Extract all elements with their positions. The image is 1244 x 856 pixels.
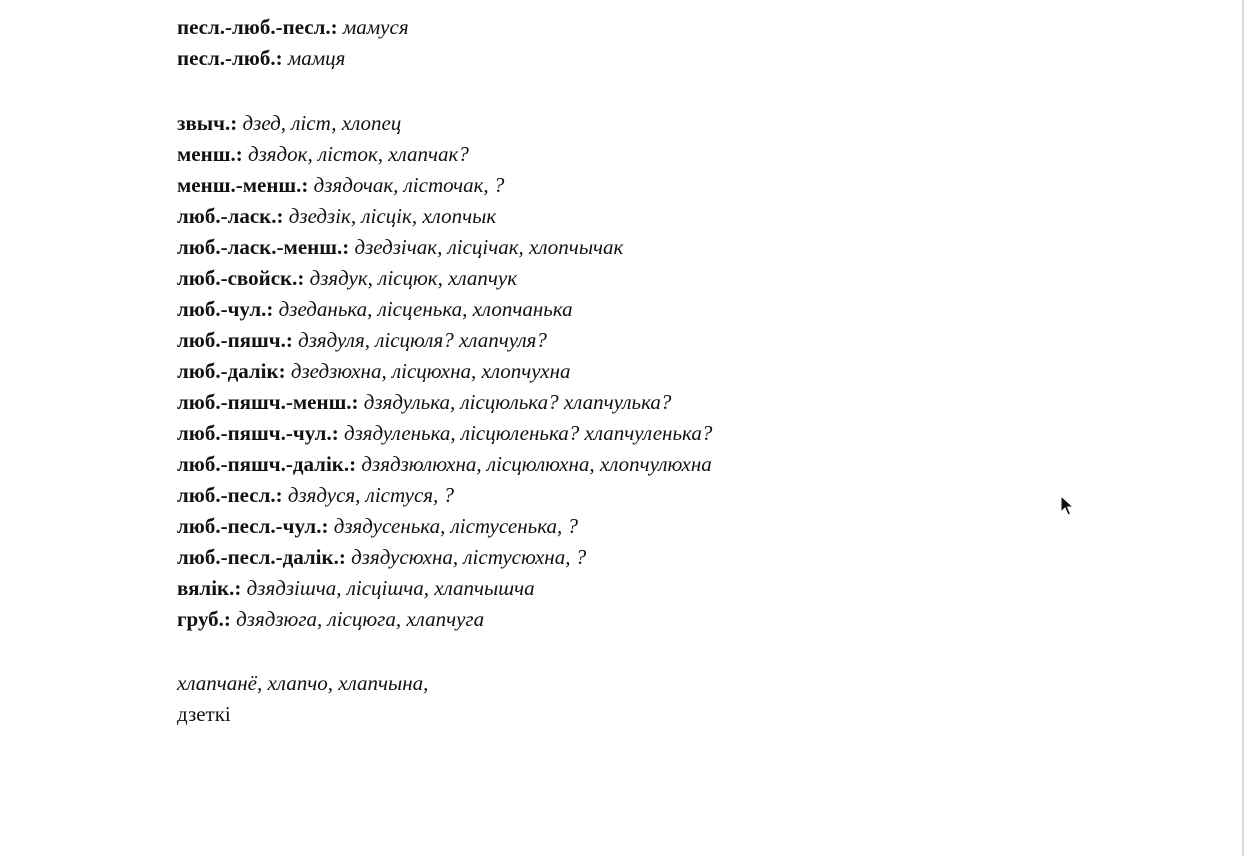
entry-term: люб.-свойск.: bbox=[177, 266, 305, 290]
entry-examples: дзедзічак, лісцічак, хлопчычак bbox=[354, 235, 624, 259]
entry-examples: дзядзюлюхна, лісцюлюхна, хлопчулюхна bbox=[361, 452, 712, 476]
entry-line bbox=[177, 139, 977, 170]
entry-term: люб.-песл.-чул.: bbox=[177, 514, 329, 538]
entry-line bbox=[177, 232, 977, 263]
entry-examples: дзеданька, лісценька, хлопчанька bbox=[278, 297, 573, 321]
mouse-cursor-icon bbox=[1060, 495, 1074, 517]
entry-line bbox=[177, 480, 977, 511]
entry-examples: дзед, ліст, хлопец bbox=[242, 111, 402, 135]
entry-line bbox=[177, 573, 977, 604]
entry-line bbox=[177, 201, 977, 232]
entry-examples: дзедзюхна, лісцюхна, хлопчухна bbox=[290, 359, 571, 383]
entry-term: песл.-люб.: bbox=[177, 46, 283, 70]
footer-plain-line: дзеткі bbox=[177, 702, 231, 726]
entry-line bbox=[177, 170, 977, 201]
entry-examples: дзедзік, лісцік, хлопчык bbox=[288, 204, 497, 228]
blank-line bbox=[177, 74, 977, 108]
entry-examples: дзядочак, лісточак, ? bbox=[313, 173, 505, 197]
entry-term: песл.-люб.-песл.: bbox=[177, 15, 338, 39]
entry-line bbox=[177, 542, 977, 573]
entry-examples: дзядуся, лістуся, ? bbox=[287, 483, 455, 507]
entry-term: звыч.: bbox=[177, 111, 238, 135]
entry-term: люб.-ласк.-менш.: bbox=[177, 235, 350, 259]
entry-term: груб.: bbox=[177, 607, 231, 631]
entry-line bbox=[177, 43, 977, 74]
entries-top-group bbox=[177, 12, 977, 74]
entry-term: менш.: bbox=[177, 142, 243, 166]
entry-line bbox=[177, 294, 977, 325]
entry-term: люб.-песл.-далік.: bbox=[177, 545, 346, 569]
entry-term: люб.-пяшч.-далік.: bbox=[177, 452, 357, 476]
entry-line bbox=[177, 449, 977, 480]
document-body bbox=[177, 12, 977, 730]
entry-examples: дзядусюхна, лістусюхна, ? bbox=[351, 545, 587, 569]
entry-term: люб.-пяшч.-менш.: bbox=[177, 390, 359, 414]
entry-term: вялік.: bbox=[177, 576, 242, 600]
blank-line bbox=[177, 635, 977, 668]
entry-examples: дзядуленька, лісцюленька? хлапчуленька? bbox=[343, 421, 713, 445]
entry-examples: дзядулька, лісцюлька? хлапчулька? bbox=[363, 390, 672, 414]
footer-italic-line: хлапчанё, хлапчо, хлапчына, bbox=[177, 671, 429, 695]
entry-term: менш.-менш.: bbox=[177, 173, 309, 197]
entry-term: люб.-далік: bbox=[177, 359, 286, 383]
entry-examples: дзядуля, лісцюля? хлапчуля? bbox=[298, 328, 547, 352]
entry-examples: мамця bbox=[287, 46, 346, 70]
entry-line bbox=[177, 387, 977, 418]
entry-examples: дзядук, лісцюк, хлапчук bbox=[309, 266, 518, 290]
entry-line bbox=[177, 418, 977, 449]
entry-line bbox=[177, 263, 977, 294]
entry-term: люб.-песл.: bbox=[177, 483, 283, 507]
entry-examples: мамуся bbox=[342, 15, 409, 39]
entry-term: люб.-чул.: bbox=[177, 297, 274, 321]
entry-term: люб.-пяшч.: bbox=[177, 328, 293, 352]
entry-line bbox=[177, 604, 977, 635]
entry-examples: дзядусенька, лістусенька, ? bbox=[333, 514, 579, 538]
entry-examples: дзядок, лісток, хлапчак? bbox=[247, 142, 469, 166]
entry-term: люб.-ласк.: bbox=[177, 204, 284, 228]
entry-line bbox=[177, 511, 977, 542]
entry-line bbox=[177, 356, 977, 387]
entry-term: люб.-пяшч.-чул.: bbox=[177, 421, 339, 445]
entry-line bbox=[177, 12, 977, 43]
entry-examples: дзядзюга, лісцюга, хлапчуга bbox=[236, 607, 485, 631]
entry-line bbox=[177, 108, 977, 139]
entry-examples: дзядзішча, лісцішча, хлапчышча bbox=[246, 576, 535, 600]
entries-main-group bbox=[177, 108, 977, 635]
entry-line bbox=[177, 325, 977, 356]
